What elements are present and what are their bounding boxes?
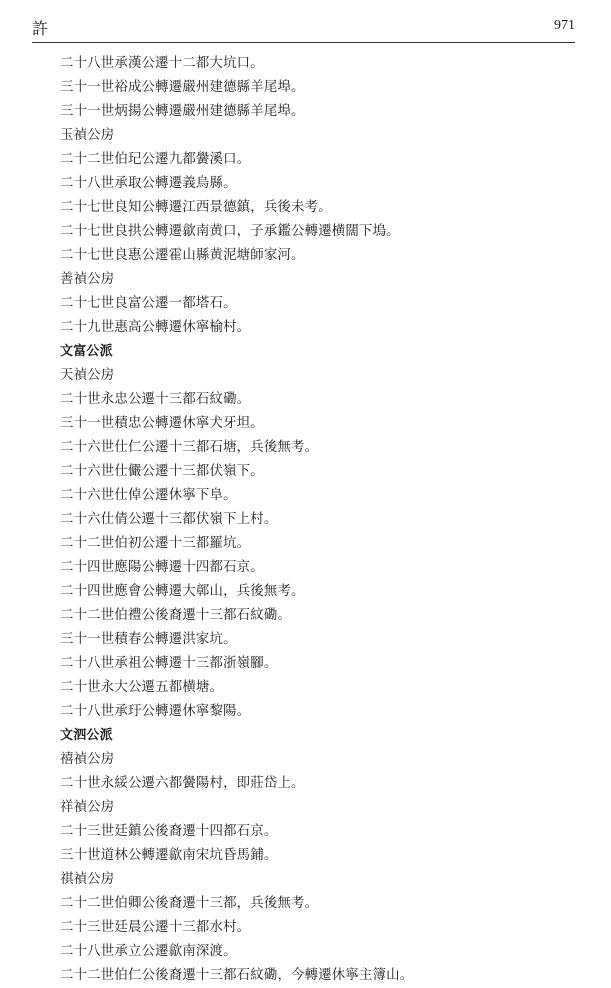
migration-entry: 二十八世承漢公遷十二都大坑口。	[60, 56, 264, 71]
migration-entry: 二十六世仕仁公遷十三都石塘，兵後無考。	[60, 440, 319, 455]
branch-label: 天禎公房	[60, 368, 115, 383]
migration-entry: 二十四世應陽公轉遷十四都石京。	[60, 560, 264, 575]
migration-entry: 二十七世良惠公遷霍山縣黄泥塘師家河。	[60, 248, 305, 263]
migration-entry: 二十三世廷晨公遷十三都水村。	[60, 920, 251, 935]
branch-label: 玉禎公房	[60, 128, 115, 143]
branch-label: 祺禎公房	[60, 872, 115, 887]
migration-entry: 三十世道林公轉遷歙南宋坑昏馬鋪。	[60, 848, 278, 863]
migration-entry: 二十世永大公遷五都横塘。	[60, 680, 224, 695]
branch-label: 善禎公房	[60, 272, 115, 287]
migration-entry: 二十二世伯卿公後裔遷十三都，兵後無考。	[60, 896, 319, 911]
migration-entry: 二十九世惠高公轉遷休寧榆村。	[60, 320, 251, 335]
migration-entry: 三十一世炳揚公轉遷嚴州建德縣羊尾埠。	[60, 104, 305, 119]
page-header	[32, 14, 575, 43]
migration-entry: 二十八世承取公轉遷義烏縣。	[60, 176, 237, 191]
migration-entry: 二十七世良富公遷一都塔石。	[60, 296, 237, 311]
migration-entry: 二十世永忠公遷十三都石紋磡。	[60, 392, 251, 407]
migration-entry: 二十七世良知公轉遷江西景德鎮，兵後未考。	[60, 200, 332, 215]
migration-entry: 二十六仕倩公遷十三都伏嶺下上村。	[60, 512, 278, 527]
migration-entry: 二十八世承立公遷歙南深渡。	[60, 944, 237, 959]
page-number: 971	[554, 18, 575, 33]
migration-entry: 二十二世伯禮公後裔遷十三都石紋磡。	[60, 608, 292, 623]
migration-entry: 二十世永綏公遷六都黌陽村，即莊岱上。	[60, 776, 305, 791]
migration-entry: 二十四世應會公轉遷大鄣山，兵後無考。	[60, 584, 305, 599]
migration-entry: 二十二世伯仁公後裔遷十三都石紋磡，今轉遷休寧主簿山。	[60, 968, 414, 983]
migration-entry: 二十二世伯初公遷十三都羅坑。	[60, 536, 251, 551]
migration-entry: 二十八世承祖公轉遷十三都浙嶺腳。	[60, 656, 278, 671]
migration-entry: 二十六世仕倬公遷休寧下阜。	[60, 488, 237, 503]
migration-entry: 二十三世廷鎮公後裔遷十四都石京。	[60, 824, 278, 839]
document-body	[60, 52, 575, 988]
migration-entry: 三十一世積忠公轉遷休寧犬牙坦。	[60, 416, 264, 431]
branch-label: 祥禎公房	[60, 800, 115, 815]
branch-label: 禧禎公房	[60, 752, 115, 767]
section-heading: 文富公派	[60, 344, 113, 359]
migration-entry: 二十七世良拱公轉遷歙南黄口，子承鑑公轉遷横闊下塢。	[60, 224, 400, 239]
migration-entry: 三十一世積春公轉遷洪家坑。	[60, 632, 237, 647]
migration-entry: 二十二世伯玘公遷九都黌溪口。	[60, 152, 251, 167]
migration-entry: 二十六世仕儼公遷十三都伏嶺下。	[60, 464, 264, 479]
section-heading: 文泗公派	[60, 728, 113, 743]
migration-entry: 三十一世裕成公轉遷嚴州建德縣羊尾埠。	[60, 80, 305, 95]
header-title: 許	[32, 19, 49, 38]
migration-entry: 二十八世承玗公轉遷休寧黎陽。	[60, 704, 251, 719]
